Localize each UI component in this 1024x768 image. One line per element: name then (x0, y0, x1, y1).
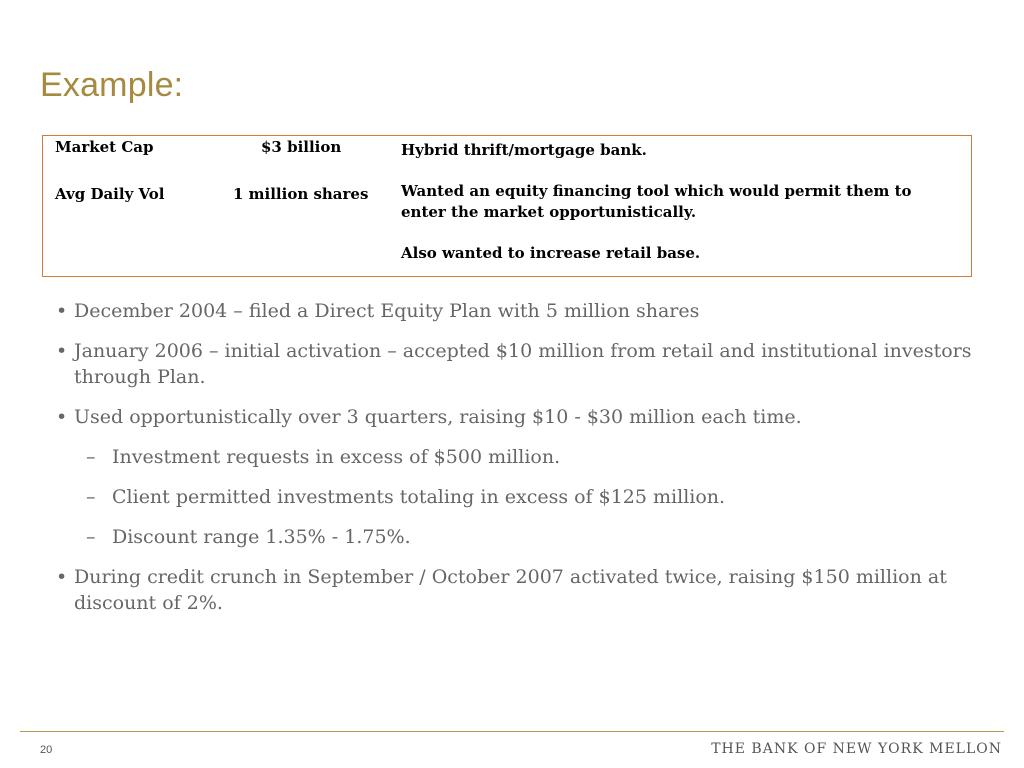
market-cap-value: $3 billion (261, 138, 342, 156)
bullet-item (56, 404, 996, 430)
avg-daily-vol-value: 1 million shares (233, 185, 369, 203)
company-logo: THE BANK OF NEW YORK MELLON (711, 741, 1002, 757)
bullet-list (56, 298, 996, 630)
bullet-marker: • (56, 340, 68, 362)
sub-bullet-marker: – (86, 446, 96, 468)
bullet-marker: • (56, 300, 68, 322)
slide-title: Example: (40, 66, 184, 104)
description-line: Hybrid thrift/mortgage bank. (401, 141, 647, 159)
bullet-item (56, 564, 996, 616)
sub-bullet-marker: – (86, 526, 96, 548)
sub-bullet-item (56, 524, 996, 550)
sub-bullet-item (56, 484, 996, 510)
description-line: Wanted an equity financing tool which would permit them to enter the market opportunistically. (401, 182, 912, 221)
sub-bullet-item (56, 444, 996, 470)
bullet-marker: • (56, 406, 68, 428)
company-info-box (42, 135, 972, 277)
bullet-text: During credit crunch in September / October 2007 activated twice, raising $150 million at discount of 2%. (74, 566, 947, 614)
sub-bullet-text: Investment requests in excess of $500 million. (112, 446, 561, 468)
footer-divider (20, 731, 1004, 732)
bullet-item (56, 298, 996, 324)
sub-bullet-text: Discount range 1.35% - 1.75%. (112, 526, 411, 548)
bullet-item (56, 338, 996, 390)
company-description (401, 140, 961, 284)
sub-bullet-text: Client permitted investments totaling in excess of $125 million. (112, 486, 726, 508)
bullet-text: January 2006 – initial activation – accepted $10 million from retail and institutional investors through Plan. (74, 340, 972, 388)
description-line: Also wanted to increase retail base. (401, 243, 701, 262)
avg-daily-vol-label: Avg Daily Vol (55, 185, 165, 203)
sub-bullet-marker: – (86, 486, 96, 508)
bullet-text: Used opportunistically over 3 quarters, raising $10 - $30 million each time. (74, 406, 802, 428)
bullet-marker: • (56, 566, 68, 588)
bullet-text: December 2004 – filed a Direct Equity Plan with 5 million shares (74, 300, 700, 322)
page-number: 20 (40, 744, 53, 756)
market-cap-label: Market Cap (55, 138, 154, 156)
